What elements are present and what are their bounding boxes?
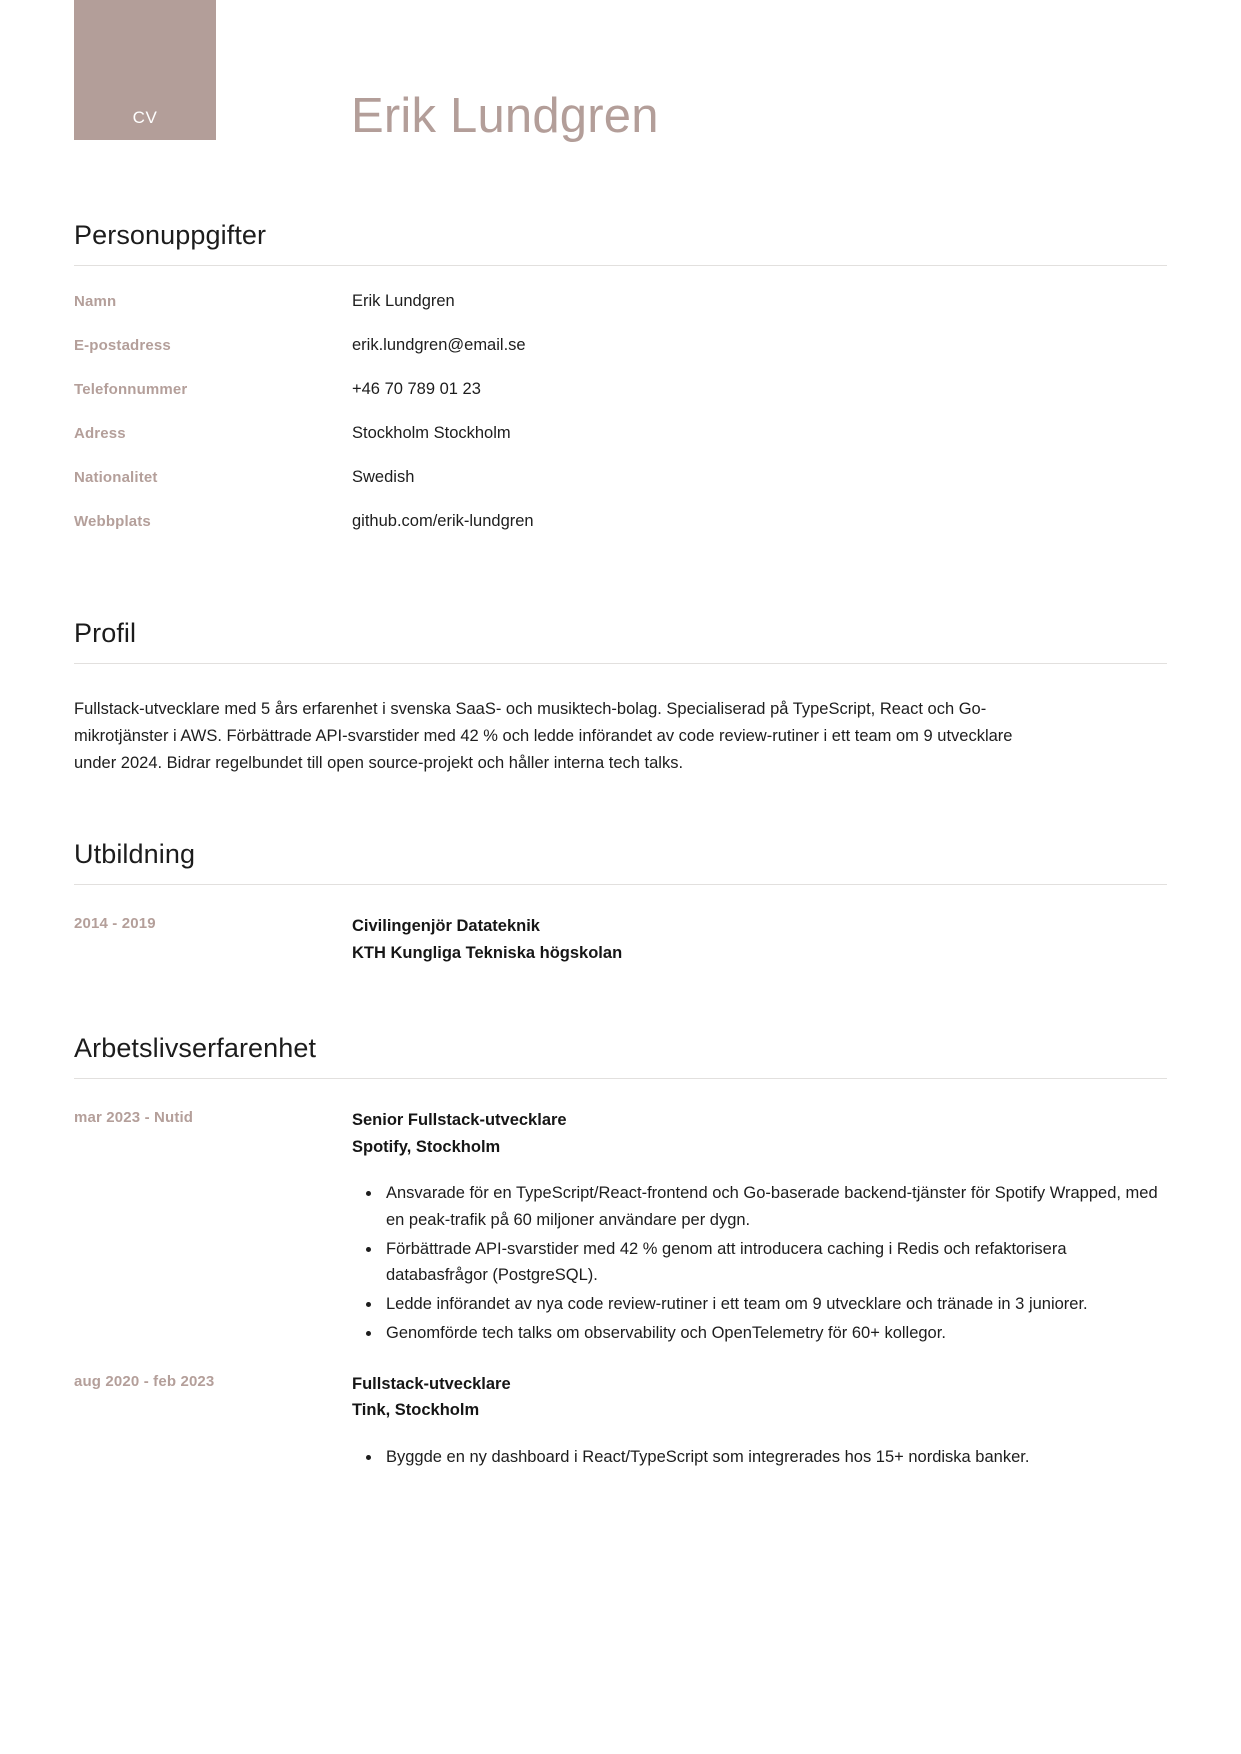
detail-label-namn: Namn — [74, 293, 117, 311]
work-entry-company: Tink, Stockholm — [352, 1401, 480, 1420]
section-education — [74, 776, 1167, 966]
section-divider — [74, 265, 1167, 266]
work-entry-body — [352, 1371, 1167, 1473]
detail-value-namn: Erik Lundgren — [352, 292, 455, 311]
work-entry-date: mar 2023 - Nutid — [74, 1108, 194, 1126]
education-entry-title: Civilingenjör Datateknik — [352, 917, 540, 936]
list-item: Ledde införandet av nya code review-rutiner i ett team om 9 utvecklare och tränade in 3 juniorer. — [386, 1291, 1167, 1318]
detail-row — [74, 424, 1167, 468]
section-divider — [74, 884, 1167, 885]
section-profile — [74, 556, 1167, 776]
work-entry — [74, 1107, 1167, 1349]
detail-value-epostadress: erik.lundgren@email.se — [352, 336, 526, 355]
cv-content — [0, 174, 1241, 1473]
detail-row — [74, 292, 1167, 336]
list-item: Ansvarade för en TypeScript/React-frontend och Go-baserade backend-tjänster för Spotify Wrapped, med en peak-trafik på 60 miljoner användare per dygn. — [386, 1180, 1167, 1233]
work-entry — [74, 1371, 1167, 1473]
education-entry-institution: KTH Kungliga Tekniska högskolan — [352, 944, 623, 963]
work-entry-body — [352, 1107, 1167, 1349]
detail-row — [74, 512, 1167, 556]
cv-badge-label: CV — [132, 108, 158, 127]
page-title: Erik Lundgren — [351, 89, 659, 143]
work-entry-title: Fullstack-utvecklare — [352, 1374, 511, 1393]
detail-value-nationalitet: Swedish — [352, 468, 415, 487]
work-entry-date: aug 2020 - feb 2023 — [74, 1372, 215, 1390]
detail-value-webbplats: github.com/erik-lundgren — [352, 512, 534, 531]
detail-row — [74, 468, 1167, 512]
section-title-personal-details: Personuppgifter — [74, 220, 267, 250]
detail-row — [74, 336, 1167, 380]
detail-label-epostadress: E-postadress — [74, 337, 171, 355]
list-item: Förbättrade API-svarstider med 42 % genom att introducera caching i Redis och refaktorisera databasfrågor (PostgreSQL). — [386, 1236, 1167, 1289]
education-entry — [74, 913, 1167, 966]
personal-details-list — [74, 292, 1167, 556]
detail-value-telefonnummer: +46 70 789 01 23 — [352, 380, 481, 399]
work-entry-title: Senior Fullstack-utvecklare — [352, 1110, 567, 1129]
work-entry-bullet-list — [352, 1444, 1167, 1471]
detail-label-adress: Adress — [74, 425, 126, 443]
detail-label-nationalitet: Nationalitet — [74, 469, 158, 487]
section-work-experience — [74, 967, 1167, 1473]
work-entry-company: Spotify, Stockholm — [352, 1137, 501, 1156]
detail-row — [74, 380, 1167, 424]
education-entry-body — [352, 913, 1167, 966]
section-divider — [74, 1078, 1167, 1079]
detail-label-telefonnummer: Telefonnummer — [74, 381, 188, 399]
profile-summary-text: Fullstack-utvecklare med 5 års erfarenhet i svenska SaaS- och musiktech-bolag. Specialiserad på TypeScript, React och Go-mikrotjänster i AWS. Förbättrade API-svarstider med 42 % och ledde införandet av code review-rutiner i ett team om 9 utvecklare under 2024. Bidrar regelbundet till open source-projekt och håller interna tech talks. — [74, 700, 1013, 772]
detail-value-adress: Stockholm Stockholm — [352, 424, 511, 443]
section-divider — [74, 663, 1167, 664]
section-title-education: Utbildning — [74, 839, 196, 870]
education-entry-date: 2014 - 2019 — [74, 915, 156, 933]
cv-header — [0, 0, 1241, 174]
cv-badge — [74, 0, 216, 140]
detail-label-webbplats: Webbplats — [74, 513, 151, 531]
section-title-profile: Profil — [74, 618, 137, 649]
section-personal-details — [74, 174, 1167, 556]
list-item: Byggde en ny dashboard i React/TypeScript som integrerades hos 15+ nordiska banker. — [386, 1444, 1167, 1471]
work-entry-bullet-list — [352, 1180, 1167, 1346]
section-title-work-experience: Arbetslivserfarenhet — [74, 1032, 317, 1063]
list-item: Genomförde tech talks om observability och OpenTelemetry för 60+ kollegor. — [386, 1320, 1167, 1347]
